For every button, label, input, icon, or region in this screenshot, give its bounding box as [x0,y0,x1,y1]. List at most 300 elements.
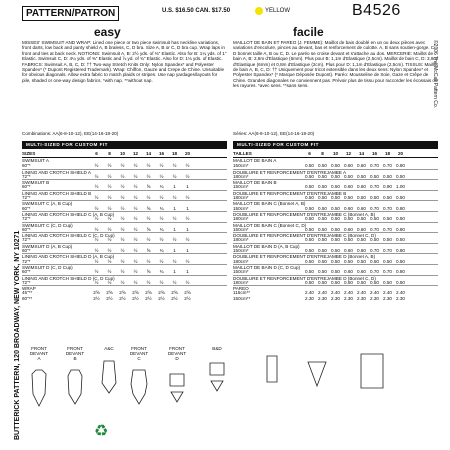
yardage-cell: ½ [120,248,125,254]
yardage-cell: ½ [146,216,151,222]
yardage-cell: 0.70 [383,163,392,169]
yardage-cell: ½ [172,258,177,264]
row-label: LINING AND CROTCH SHIELD D (C, D Cup) [22,275,115,281]
yardage-cell: 0.80 [396,226,405,232]
yardage-cell: 2⅝ [171,290,178,296]
yardage-cell: 0.50 [357,216,366,222]
row-label: 60"* [22,269,31,275]
yardage-cell: 0.50 [383,237,392,243]
yardage-cell: ½ [159,258,164,264]
yardage-cell: ¾ [159,205,164,211]
row-label: 60"* [22,205,31,211]
description-en: MISSES' SWIMSUIT AND WRAP: Lined one piece or two piece swimsuit has neckline variations, front darts, low back and panty shield A, B braless, C, D bra. Size A, B or C, D bra cup. Wrap laps in front and ties at back neck. NOTIONS: Swimsuit A, B: 2½ yds. of ⅜" Elastic. Also for B: 1¼ yds. of 1" Elastic. Swimsuit C, D: 4¼ yds. of ⅜" Elastic and ⅞ yd. of ¾" Elastic. Also for D: 1⅛ yds. of Elastic. FABRICS: Swimsuit A, B, C, D: †† Two-way Stretch Knits Only: Nylon Spandex* and Polyester Spandex* (* Dupont Registered Trademark). Wrap: Chiffon, Gauze and Crepe de Chine. Unsuitable for obvious diagonals. Allow extra fabric to match plaids or stripes. Use nap yardages/layouts for pile, shaded or one-way design fabrics. *with nap. **without nap. [22,40,227,83]
yardage-cell: 1 [186,205,189,211]
garment-outline [361,354,383,388]
yardage-cell: 0.60 [344,163,353,169]
yardage-cell: 0.50 [318,237,327,243]
row-label: LINING AND CROTCH SHIELD B [22,190,92,196]
yardage-cell: 0.50 [318,258,327,264]
yardage-cell: ½ [159,195,164,201]
yardage-cell: ½ [120,279,125,285]
yardage-cell: 0.50 [331,184,340,190]
row-label: 72"* [22,279,31,285]
yardage-cell: 2⅝ [106,290,113,296]
yardage-cell: 0.50 [383,216,392,222]
yardage-cell: ½ [94,226,99,232]
yardage-cell: 0.70 [383,205,392,211]
sizes-row [22,151,227,158]
yardage-cell: ½ [133,269,138,275]
yellow-dot-icon [255,7,263,15]
size-cell: 8 [108,151,111,156]
yardage-cell: 0.60 [357,226,366,232]
row-label: 180cm* [233,216,249,222]
yardage-cell: 0.50 [344,173,353,179]
row-label: MAILLOT DE BAIN B [233,180,277,186]
row-label: MAILLOT DE BAIN C (Bonnet A, B) [233,201,306,207]
yardage-cell: 0.70 [370,226,379,232]
yardage-table-fr [233,151,438,301]
color-tag: YELLOW [265,8,291,14]
yardage-cell: ½ [133,279,138,285]
size-cell: 10 [332,151,339,156]
yardage-cell: ½ [107,184,112,190]
yardage-cell: 0.50 [318,173,327,179]
row-label: 150cm* [233,184,249,190]
yardage-cell: 0.50 [357,237,366,243]
size-cell: 12 [132,151,139,156]
row-label: DOUBLURE ET RENFORCEMENT D'ENTREJAMBE C (Bonnet A, B) [233,211,376,217]
yardage-cell: ¾ [159,269,164,275]
yardage-cell: 2.40 [396,290,405,296]
yardage-cell: 1 [173,205,176,211]
yardage-cell: 0.70 [383,248,392,254]
row-label: DOUBLURE ET RENFORCEMENT D'ENTREJAMBE A [233,169,347,175]
yardage-cell: 0.50 [357,195,366,201]
yardage-cell: 0.50 [370,258,379,264]
figure-view-2 [58,346,92,404]
row-label: 72"* [22,216,31,222]
row-label: 180cm* [233,173,249,179]
yardage-cell: 0.50 [331,237,340,243]
figure-caption: B [73,356,77,362]
yardage-cell: ½ [146,163,151,169]
figure-view-9 [355,346,389,404]
yardage-cell: 0.50 [383,279,392,285]
yardage-cell: ¾ [159,184,164,190]
yardage-cell: ½ [120,226,125,232]
size-cell: 8 [321,151,324,156]
figure-caption: DEVANT [167,351,187,357]
yardage-cell: 0.70 [370,184,379,190]
yardage-cell: 0.50 [357,258,366,264]
yardage-cell: ½ [107,237,112,243]
custom-fit-bar-en: MULTI-SIZED FOR CUSTOM FIT [22,141,227,149]
yardage-cell: 0.50 [305,258,314,264]
row-label: 60"* [22,226,31,232]
yardage-cell: 2.30 [383,295,392,301]
yardage-cell: 0.50 [318,184,327,190]
size-cell: 10 [119,151,126,156]
yardage-cell: ½ [120,269,125,275]
size-cell: 6 [95,151,98,156]
yardage-cell: 2½ [145,295,152,301]
yardage-cell: ½ [133,258,138,264]
yardage-cell: 0.50 [305,279,314,285]
row-label: 150cm* [233,163,249,169]
yardage-cell: ½ [133,184,138,190]
yardage-cell: 0.60 [357,163,366,169]
yardage-cell: 0.50 [305,163,314,169]
row-label: 45"** [22,290,33,296]
yardage-cell: ½ [94,173,99,179]
yardage-cell: 0.70 [370,248,379,254]
figure-caption: D [175,356,179,362]
size-cell: 14 [358,151,365,156]
yardage-cell: 0.60 [344,248,353,254]
yardage-cell: 0.50 [396,237,405,243]
yardage-cell: 1 [186,226,189,232]
yardage-cell: 2⅝ [158,290,165,296]
yardage-cell: 0.50 [305,205,314,211]
pattern-number: B4526 [352,2,401,19]
yardage-cell: 0.80 [396,163,405,169]
combinations-en: Combinations: AA(6-8-10-12), EE(14-16-18-20) [22,131,119,136]
yardage-cell: ½ [94,195,99,201]
yardage-cell: ⅝ [146,226,151,232]
yardage-cell: 0.80 [396,248,405,254]
yardage-cell: ½ [120,163,125,169]
yardage-cell: 0.80 [396,205,405,211]
yardage-cell: 2.30 [396,295,405,301]
yardage-table-en [22,151,227,301]
left-spine [2,40,21,445]
yardage-cell: 0.50 [318,269,327,275]
garment-sketch [162,364,192,408]
row-label: 72"* [22,258,31,264]
figure-view-4 [122,346,156,404]
yardage-cell: ½ [185,195,190,201]
yardage-cell: 0.50 [305,195,314,201]
size-cell: 16 [158,151,165,156]
yardage-cell: 0.70 [370,269,379,275]
yardage-cell: 0.50 [344,279,353,285]
yardage-cell: 1 [173,226,176,232]
yardage-cell: ½ [94,258,99,264]
row-label: DOUBLURE ET RENFORCEMENT D'ENTREJAMBE B [233,190,347,196]
size-cell: 20 [397,151,404,156]
yardage-cell: ½ [107,173,112,179]
yardage-cell: ½ [120,184,125,190]
size-cell: 20 [184,151,191,156]
yardage-cell: ½ [172,195,177,201]
figure-caption: A&C [104,346,114,351]
yardage-cell: 2⅝ [145,290,152,296]
figure-caption: FRONT [67,346,83,351]
garment-outline [308,362,326,386]
yardage-cell: ½ [172,163,177,169]
yardage-cell: 0.50 [318,216,327,222]
yardage-cell: ½ [159,237,164,243]
yardage-cell: ½ [159,279,164,285]
garment-outline [267,356,277,382]
yardage-cell: ½ [185,279,190,285]
yardage-cell: 2.30 [331,295,340,301]
size-cell: 18 [171,151,178,156]
yardage-cell: ½ [107,205,112,211]
yardage-cell: ½ [159,173,164,179]
yardage-cell: 1 [173,269,176,275]
row-label: LINING AND CROTCH SHIELD C (C, D Cup) [22,233,115,239]
row-label: DOUBLURE ET RENFORCEMENT D'ENTREJAMBE D (Bonnet A, B) [233,254,376,260]
size-cell: 18 [384,151,391,156]
yardage-cell: ½ [120,258,125,264]
yardage-cell: 0.50 [383,258,392,264]
yardage-cell: 1 [186,184,189,190]
row-label: 150cm* [233,226,249,232]
yardage-cell: ½ [120,205,125,211]
row-label: DOUBLURE ET RENFORCEMENT D'ENTREJAMBE C (Bonnet C, D) [233,233,376,239]
yardage-cell: ½ [120,216,125,222]
yardage-cell: ¾ [159,248,164,254]
yardage-cell: 0.50 [344,258,353,264]
garment-sketch [124,364,154,408]
figure-caption: B&D [212,346,222,351]
row-label: 150cm* [233,269,249,275]
yardage-cell: 2⅝ [184,290,191,296]
yardage-cell: 0.50 [396,258,405,264]
row-label: 72"* [22,173,31,179]
garment-outline [68,370,82,404]
figure-caption: DEVANT [29,351,49,357]
figure-view-5 [160,346,194,404]
yardage-cell: 2.40 [318,290,327,296]
yardage-cell: 0.50 [344,237,353,243]
yardage-cell: ½ [107,195,112,201]
garment-outline [32,370,46,406]
yardage-cell: 0.70 [370,163,379,169]
yardage-cell: ½ [107,163,112,169]
yardage-cell: ½ [133,205,138,211]
row-label: 60"* [22,184,31,190]
yardage-cell: 0.50 [331,248,340,254]
yardage-cell: 0.50 [318,205,327,211]
yardage-cell: ½ [133,195,138,201]
yardage-cell: 2.40 [383,290,392,296]
garment-outline [102,361,116,393]
figure-view-1 [22,346,56,404]
figure-view-6 [200,346,234,404]
row-label: SWIMSUIT C (A, B Cup) [22,201,73,207]
garment-sketch [60,364,90,408]
yardage-cell: 0.80 [396,269,405,275]
yardage-cell: ½ [172,216,177,222]
yardage-cell: 0.50 [370,173,379,179]
garment-sketch [24,364,54,408]
yardage-cell: 0.60 [344,226,353,232]
yardage-cell: 0.60 [344,205,353,211]
yardage-cell: ½ [146,195,151,201]
figure-view-3 [92,346,126,404]
yardage-cell: 0.50 [318,248,327,254]
yardage-cell: 0.50 [370,279,379,285]
row-label: 180cm* [233,279,249,285]
sizes-row [233,151,438,158]
yardage-cell: ½ [94,248,99,254]
yardage-cell: 0.50 [357,173,366,179]
yardage-cell: ½ [172,237,177,243]
yardage-cell: 0.50 [318,195,327,201]
row-label: 150cm* [233,205,249,211]
garment-sketch [94,353,124,397]
yardage-cell: 0.50 [305,184,314,190]
yardage-cell: 2.40 [370,290,379,296]
yardage-cell: ½ [133,248,138,254]
garment-sketch [257,348,287,392]
yardage-cell: 2.30 [370,295,379,301]
yardage-cell: 2½ [119,295,126,301]
yardage-cell: ½ [107,216,112,222]
yardage-cell: ½ [94,279,99,285]
yardage-cell: 1 [186,269,189,275]
yardage-cell: ⅝ [146,205,151,211]
yardage-cell: 1 [173,248,176,254]
yardage-cell: ½ [133,163,138,169]
yardage-cell: 0.60 [357,184,366,190]
brand-label: PATTERN/PATRON [22,6,119,21]
envelope-header [22,2,442,24]
yardage-cell: 0.50 [396,216,405,222]
row-label: 180cm* [233,258,249,264]
yardage-cell: 0.50 [370,216,379,222]
yardage-cell: 2.40 [305,290,314,296]
yardage-cell: 0.50 [396,279,405,285]
yardage-cell: ½ [107,248,112,254]
spine-right-text: ©2006 The McCall Pattern Co. [432,40,438,109]
yardage-cell: 1.00 [396,184,405,190]
custom-fit-bar-fr: MULTI-SIZED FOR CUSTOM FIT [233,141,438,149]
yardage-cell: 0.50 [305,237,314,243]
yardage-cell: 1 [173,184,176,190]
yardage-cell: ½ [172,279,177,285]
yardage-cell: 0.50 [331,216,340,222]
yardage-cell: ⅝ [146,248,151,254]
yardage-cell: 2½ [132,295,139,301]
yardage-cell: 0.50 [344,216,353,222]
row-label: MAILLOT DE BAIN A [233,158,277,163]
size-cell: 16 [371,151,378,156]
yardage-cell: ½ [120,173,125,179]
yardage-cell: ½ [146,173,151,179]
garment-outline [131,370,147,404]
yardage-cell: 0.50 [331,195,340,201]
yardage-cell: 0.60 [357,269,366,275]
yardage-cell: 0.70 [383,226,392,232]
yardage-cell: 2⅝ [132,290,139,296]
price-label: U.S. $16.50 CAN. $17.50 [162,8,231,14]
yardage-cell: 0.50 [318,163,327,169]
yardage-cell: 2.30 [318,295,327,301]
level-fr: facile [293,25,324,39]
yardage-cell: 0.90 [383,184,392,190]
yardage-cell: ¾ [159,226,164,232]
yardage-cell: ½ [146,279,151,285]
figure-view-7 [255,346,289,404]
right-spine [432,40,450,445]
yardage-cell: 0.50 [370,195,379,201]
yardage-cell: 2.40 [357,290,366,296]
row-label: LINING AND CROTCH SHIELD C (A, B Cup) [22,211,115,217]
yardage-cell: 0.60 [357,248,366,254]
size-cell: 14 [145,151,152,156]
yardage-cell: ⅝ [146,184,151,190]
yardage-cell: 2.40 [344,290,353,296]
yardage-cell: ½ [133,237,138,243]
yardage-cell: ½ [185,173,190,179]
yardage-row [22,296,227,301]
row-label: 60"* [22,163,31,169]
row-label: 72"* [22,195,31,201]
yardage-cell: ½ [107,269,112,275]
yardage-row [233,296,438,301]
figure-view-8 [300,346,334,404]
yardage-cell: 0.50 [318,279,327,285]
yardage-cell: ½ [159,163,164,169]
row-label: DOUBLURE ET RENFORCEMENT D'ENTREJAMBE D (Bonnet C, D) [233,275,376,281]
yardage-cell: ½ [107,279,112,285]
yardage-cell: 0.50 [331,205,340,211]
yardage-cell: 0.50 [344,195,353,201]
yardage-cell: 2½ [106,295,113,301]
yardage-cell: 0.50 [331,279,340,285]
yardage-cell: 0.70 [370,205,379,211]
garment-outline [170,374,184,402]
row-label: 150cm* [233,248,249,254]
yardage-cell: 0.50 [331,258,340,264]
yardage-cell: 0.70 [383,269,392,275]
row-label: 180cm* [233,237,249,243]
figure-caption: FRONT [31,346,47,351]
yardage-cell: 0.60 [344,269,353,275]
yardage-cell: ½ [94,237,99,243]
yardage-cell: ½ [172,173,177,179]
figure-caption: DEVANT [65,351,85,357]
figure-caption: A [37,356,41,362]
yardage-cell: ½ [107,226,112,232]
row-label: 180cm* [233,195,249,201]
yardage-cell: 2½ [158,295,165,301]
yardage-cell: 2.30 [357,295,366,301]
figure-caption: DEVANT [129,351,149,357]
yardage-cell: 2.30 [305,295,314,301]
row-label: 72"* [22,237,31,243]
yardage-cell: ½ [94,216,99,222]
row-label: 60"** [22,295,33,301]
yardage-cell: 2⅝ [119,290,126,296]
garment-sketch [357,348,387,392]
yardage-cell: 1 [186,248,189,254]
yardage-cell: 2⅝ [93,290,100,296]
row-label: LINING AND CROTCH SHIELD A [22,169,91,175]
description-fr: MAILLOT DE BAIN ET PAREO (J. FEMME): Maillot de bain doublé en un ou deux pièces avec variations d'encolure, pinces au devant, bas et renforcement de culotte. A, B sans soutien-gorge. C, D bonnet taille A, B ou C, D. Le paréo se croise devant et s'attache au dos. MERCERIE: Maillot de bain A, B: 2,6m d'Elastique (6mm). Plus pour B: 1,1m d'Elastique (2,5cm). Maillot de bain C, D: 3,9m d'Elastique (6mm) et 0,8m d'Elastique (2cm). Plus pour D: 1,1m d'Elastique (2,5cm). TISSUS: Maillot de bain A, B, C, D: †† Uniquement pour tricot extensible dans les deux sens: Nylon Spandex* et Polyester Spandex* (* Marque Déposée Dupont). Paréo: Mousseline de Soie, Gaze et Crêpe de Chine. Grandes diagonales ne conviennent pas. Prévoir plus de tissu pour raccorder les écossais ou les rayures. *avec sens. **sans sens. [233,40,438,89]
yardage-cell: 0.50 [318,226,327,232]
recycle-icon: ♻ [94,423,109,440]
yardage-cell: ½ [120,195,125,201]
yardage-cell: ⅝ [146,269,151,275]
row-label: WRAP [22,286,36,292]
row-label: SWIMSUIT C (C, D Cup) [22,222,73,228]
yardage-cell: 0.50 [383,173,392,179]
